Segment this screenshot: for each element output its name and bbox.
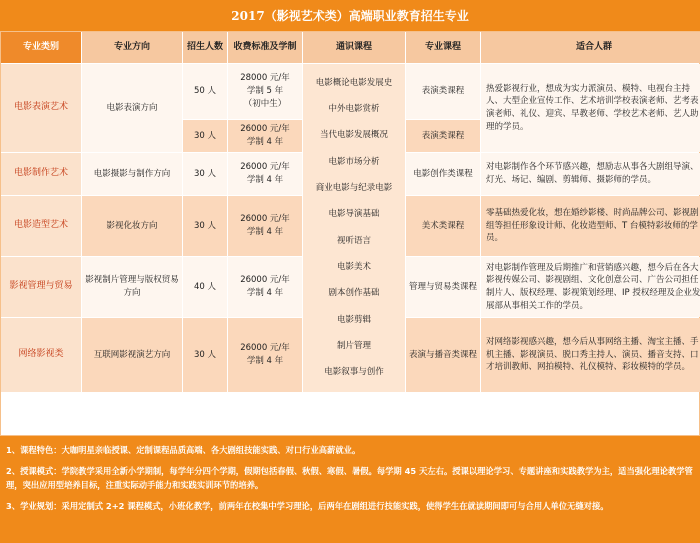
general-course: 商业电影与纪录电影 bbox=[315, 183, 393, 194]
row-fee bbox=[228, 64, 302, 119]
fee-line: 学制 4 年 bbox=[246, 356, 284, 366]
general-course: 当代电影发展概况 bbox=[319, 130, 388, 141]
general-course: 电影叙事与创作 bbox=[324, 367, 384, 378]
enrollment-table bbox=[0, 31, 700, 436]
fee-line: 学制 5 年 bbox=[246, 86, 284, 97]
note-item: 1、课程特色：大咖明星亲临授课、定制课程品质高端、各大剧组技能实践、对口行业高薪就业。 bbox=[6, 445, 361, 455]
general-course: 制片管理 bbox=[336, 341, 371, 352]
row-direction: 互联网影视演艺方向 bbox=[82, 318, 182, 392]
row-fee bbox=[228, 153, 302, 195]
general-courses bbox=[303, 64, 405, 392]
row-count: 30 人 bbox=[183, 318, 227, 392]
row-audience: 热爱影视行业，想成为实力派演员、模特、电视台主持人、大型企业宣传工作、艺术培训学校表演老师、艺考表演老师、礼仪、迎宾、早教老师、学校艺术老师、艺人助理的学员。 bbox=[481, 64, 700, 152]
general-course: 视听语言 bbox=[336, 235, 371, 246]
fee-line: 26000 元/年 bbox=[240, 275, 290, 286]
fee-line: 26000 元/年 bbox=[240, 214, 290, 225]
general-course: 电影美术 bbox=[336, 262, 371, 273]
fee-line: 28000 元/年 bbox=[240, 73, 290, 84]
row-count: 30 人 bbox=[183, 120, 227, 152]
fee-line: 26000 元/年 bbox=[240, 124, 290, 135]
header-major-courses: 专业课程 bbox=[406, 32, 480, 63]
row-category: 电影造型艺术 bbox=[1, 196, 81, 256]
row-major-course: 管理与贸易类课程 bbox=[406, 257, 480, 317]
general-course: 电影市场分析 bbox=[328, 156, 380, 167]
row-fee bbox=[228, 257, 302, 317]
row-major-course: 美术类课程 bbox=[406, 196, 480, 256]
row-major-course: 电影创作类课程 bbox=[406, 153, 480, 195]
row-direction: 电影表演方向 bbox=[82, 64, 182, 152]
header-audience: 适合人群 bbox=[481, 32, 700, 63]
row-major-course: 表演类课程 bbox=[406, 64, 480, 119]
header-general-courses: 通识课程 bbox=[303, 32, 405, 63]
fee-line: 学制 4 年 bbox=[246, 137, 284, 147]
row-major-course: 表演与播音类课程 bbox=[406, 318, 480, 392]
row-fee bbox=[228, 120, 302, 152]
row-category: 影视管理与贸易 bbox=[1, 257, 81, 317]
row-direction: 电影摄影与制作方向 bbox=[82, 153, 182, 195]
header-fee: 收费标准及学制 bbox=[228, 32, 302, 63]
row-audience: 对网络影视感兴趣，想今后从事网络主播、淘宝主播、手机主播、影视演员、脱口秀主持人、演员、播音支持、口才培训教师、网拍模特、礼仪模特、彩妆模特的学员。 bbox=[481, 318, 700, 392]
row-category: 网络影视类 bbox=[1, 318, 81, 392]
row-audience: 零基础热爱化妆，想在婚纱影楼、时尚品牌公司、影视剧组等担任形象设计师、化妆造型师、T 台模特彩妆师的学员。 bbox=[481, 196, 700, 256]
page-title: 2017（影视艺术类）高端职业教育招生专业 bbox=[0, 0, 700, 31]
general-course: 剧本创作基础 bbox=[328, 288, 380, 299]
row-fee bbox=[228, 196, 302, 256]
row-fee bbox=[228, 318, 302, 392]
header-direction: 专业方向 bbox=[82, 32, 182, 63]
row-audience: 对电影制作管理及后期推广和营销感兴趣，想今后在各大影视传媒公司、影视剧组、文化创意公司、广告公司担任制片人、版权经理、影视策划经理、IP 授权经理及企业发展部从事相关工作的学员。 bbox=[481, 257, 700, 317]
note-item: 3、学业规划：采用定制式 2+2 课程模式，小班化教学，前两年在校集中学习理论，后两年在剧组进行技能实践，使得学生在就读期间即可与合用人单位无缝对接。 bbox=[6, 500, 609, 511]
general-course: 电影剪辑 bbox=[336, 314, 371, 325]
row-count: 50 人 bbox=[183, 64, 227, 119]
fee-line: （初中生） bbox=[243, 98, 287, 109]
row-count: 40 人 bbox=[183, 257, 227, 317]
notes-section bbox=[0, 436, 700, 543]
row-major-course: 表演类课程 bbox=[406, 120, 480, 152]
row-direction: 影视制片管理与版权贸易方向 bbox=[82, 257, 182, 317]
fee-line: 26000 元/年 bbox=[240, 162, 290, 173]
row-category: 电影表演艺术 bbox=[1, 64, 81, 152]
fee-line: 26000 元/年 bbox=[240, 343, 290, 354]
general-course: 电影导演基础 bbox=[328, 209, 380, 220]
row-category: 电影制作艺术 bbox=[1, 153, 81, 195]
fee-line: 学制 4 年 bbox=[246, 175, 284, 185]
header-category: 专业类别 bbox=[1, 32, 81, 63]
general-course: 电影概论电影发展史 bbox=[315, 77, 393, 88]
note-item: 2、授课模式：学院教学采用全新小学期制，每学年分四个学期，假期包括春假、秋假、寒假、暑假。每学期 45 天左右。授课以理论学习、专题讲座和实践教学为主，适当强化理论教学管理，突出应用型培养目标，注重实际动手能力和实践实训环节的培养。 bbox=[6, 466, 693, 490]
row-count: 30 人 bbox=[183, 153, 227, 195]
fee-line: 学制 4 年 bbox=[246, 227, 284, 237]
header-count: 招生人数 bbox=[183, 32, 227, 63]
general-course: 中外电影赏析 bbox=[328, 104, 380, 115]
row-audience: 对电影制作各个环节感兴趣，想励志从事各大剧组导演、灯光、场记、编剧、剪辑师、摄影师的学员。 bbox=[481, 153, 700, 195]
row-count: 30 人 bbox=[183, 196, 227, 256]
fee-line: 学制 4 年 bbox=[246, 288, 284, 298]
row-direction: 影视化妆方向 bbox=[82, 196, 182, 256]
